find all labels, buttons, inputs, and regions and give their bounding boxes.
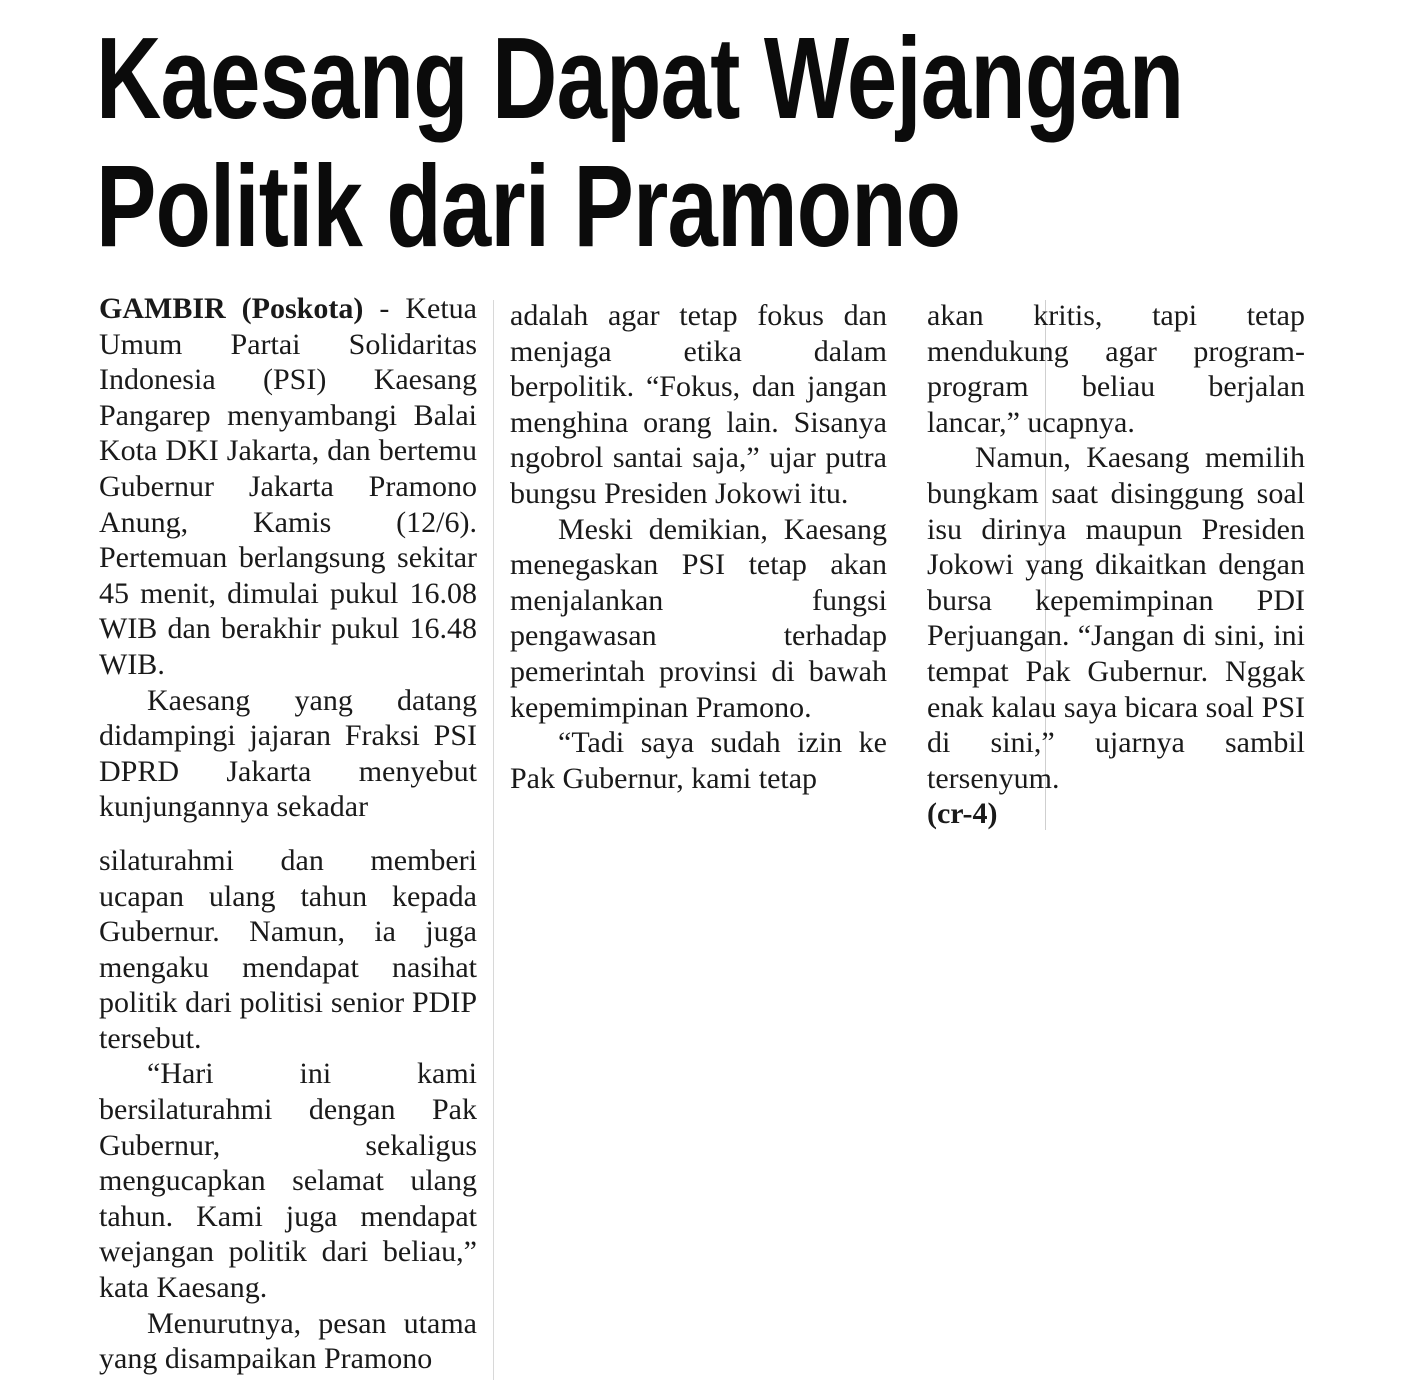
lead-text: - Ketua Umum Partai Solidaritas Indonesia (PSI) Kaesang Pangarep menyambangi Balai Kota DKI Jakarta, dan bertemu Gubernur Jakarta Pramono Anung, Kamis (12/6). Pertemuan berlangsung sekitar 45 menit, dimulai pukul 16.08 WIB dan berakhir pukul 16.48 WIB.: [99, 292, 477, 681]
body-paragraph-continued: adalah agar tetap fokus dan menjaga etika dalam berpolitik. “Fokus, dan jangan menghina orang lain. Sisanya ngobrol santai saja,” ujar putra bungsu Presiden Jokowi itu.: [510, 299, 887, 510]
body-paragraph: Meski demikian, Kaesang menegaskan PSI tetap akan menjalankan fungsi pengawasan terhadap pemerintah provinsi di bawah kepemimpinan Pramono.: [510, 512, 887, 724]
dateline: GAMBIR (Poskota): [99, 292, 364, 325]
body-paragraph: “Hari ini kami bersilaturahmi dengan Pak Gubernur, sekaligus mengucapkan selamat ulang tahun. Kami juga mendapat wejangan politik dari beliau,” kata Kaesang.: [99, 1057, 477, 1305]
article-column-2: [510, 298, 887, 796]
byline-paragraph: [927, 796, 1305, 832]
body-paragraph: “Tadi saya sudah izin ke Pak Gubernur, kami tetap: [510, 726, 887, 795]
column-divider-1: [493, 300, 494, 1380]
headline: [96, 13, 1184, 271]
body-paragraph: Kaesang yang datang didampingi jajaran Fraksi PSI DPRD Jakarta menyebut kunjungannya sekadar: [99, 683, 477, 824]
byline: (cr-4): [927, 797, 998, 831]
lead-paragraph: [99, 291, 477, 683]
article-column-1: [99, 291, 477, 1377]
body-paragraph: Menurutnya, pesan utama yang disampaikan Pramono: [99, 1306, 477, 1376]
body-paragraph-continued: silaturahmi dan memberi ucapan ulang tahun kepada Gubernur. Namun, ia juga mengaku mendapat nasihat politik dari politisi senior PDIP tersebut.: [99, 843, 477, 1055]
body-paragraph: Namun, Kaesang memilih bungkam saat disinggung soal isu dirinya maupun Presiden Jokowi yang dikaitkan dengan bursa kepemimpinan PDI Perjuangan. “Jangan di sini, ini tempat Pak Gubernur. Nggak enak kalau saya bicara soal PSI di sini,” ujarnya sambil tersenyum.: [927, 441, 1305, 795]
headline-line-1: Kaesang Dapat Wejangan: [96, 13, 1184, 143]
headline-line-2: Politik dari Pramono: [96, 141, 961, 271]
body-paragraph-continued: akan kritis, tapi tetap mendukung agar program-program beliau berjalan lancar,” ucapnya.: [927, 299, 1305, 439]
article-column-3: [927, 298, 1305, 832]
